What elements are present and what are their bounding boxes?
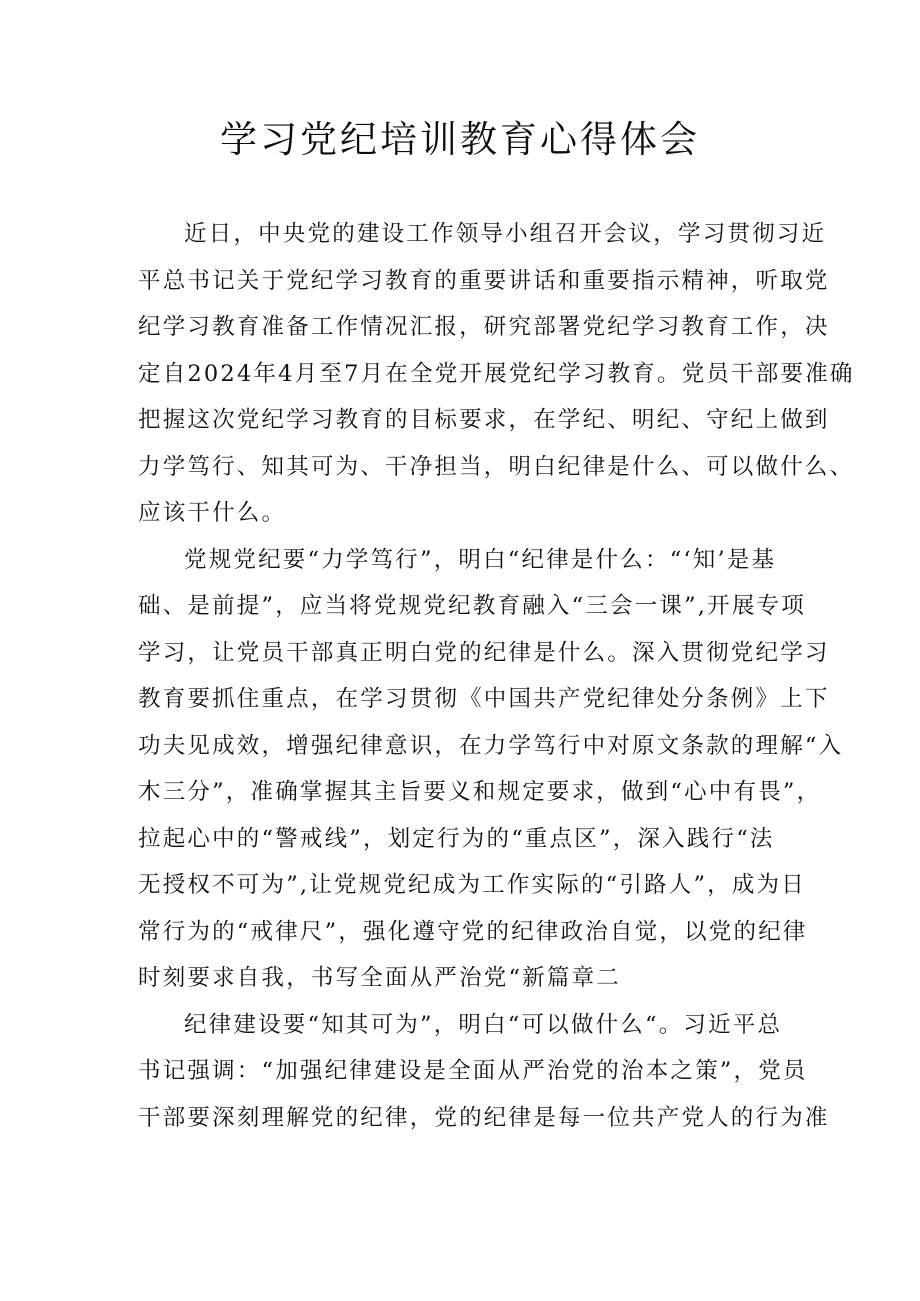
text-line: 近日，中央党的建设工作领导小组召开会议，学习贯彻习近 <box>184 221 827 247</box>
text-line: 书记强调：“加强纪律建设是全面从严治党的治本之策”，党员 <box>138 1058 808 1084</box>
document-title: 学习党纪培训教育心得体会 <box>220 118 700 161</box>
text-line: 常行为的“戒律尺”，强化遵守党的纪律政治自觉，以党的纪律 <box>138 918 808 945</box>
text-line: 教育要抓住重点，在学习贯彻《中国共产党纪律处分条例》上下 <box>138 686 830 712</box>
paragraph-2 <box>138 537 844 1002</box>
paragraph-3 <box>138 1002 830 1142</box>
text-line: 时刻要求自我，书写全面从严治党“新篇章二 <box>138 965 622 991</box>
text-line: 党规党纪要“力学笃行”，明白“纪律是什么：“‘知’是基 <box>184 546 777 573</box>
text-line: 纪律建设要“知其可为”，明白“可以做什么“。习近平总 <box>184 1011 783 1038</box>
text-line: 无授权不可为”,让党规党纪成为工作实际的“引路人”，成为日 <box>138 872 806 898</box>
text-line: 定自2024年4月至7月在全党开展党纪学习教育。党员干部要准确 <box>138 360 855 387</box>
text-line: 纪学习教育准备工作情况汇报，研究部署党纪学习教育工作，决 <box>138 314 830 340</box>
text-line: 拉起心中的“警戒线”，划定行为的“重点区”，深入践行“法 <box>138 825 775 852</box>
text-line: 把握这次党纪学习教育的目标要求，在学纪、明纪、守纪上做到 <box>138 407 830 433</box>
text-line: 平总书记关于党纪学习教育的重要讲话和重要指示精神，听取党 <box>138 267 830 294</box>
text-line: 力学笃行、知其可为、干净担当，明白纪律是什么、可以做什么、 <box>138 453 855 480</box>
text-line: 干部要深刻理解党的纪律，党的纪律是每一位共产党人的行为准 <box>138 1104 830 1131</box>
text-line: 木三分”，准确掌握其主旨要义和规定要求，做到“心中有畏”， <box>138 779 822 805</box>
text-line: 学习，让党员干部真正明白党的纪律是什么。深入贯彻党纪学习 <box>138 639 830 666</box>
text-line: 功夫见成效，增强纪律意识，在力学笃行中对原文条款的理解“入 <box>138 732 844 759</box>
paragraph-1 <box>138 211 855 537</box>
text-line: 应该干什么。 <box>138 500 287 526</box>
text-line: 础、是前提”，应当将党规党纪教育融入“三会一课”,开展专项 <box>138 593 806 619</box>
document-body <box>138 211 855 1141</box>
